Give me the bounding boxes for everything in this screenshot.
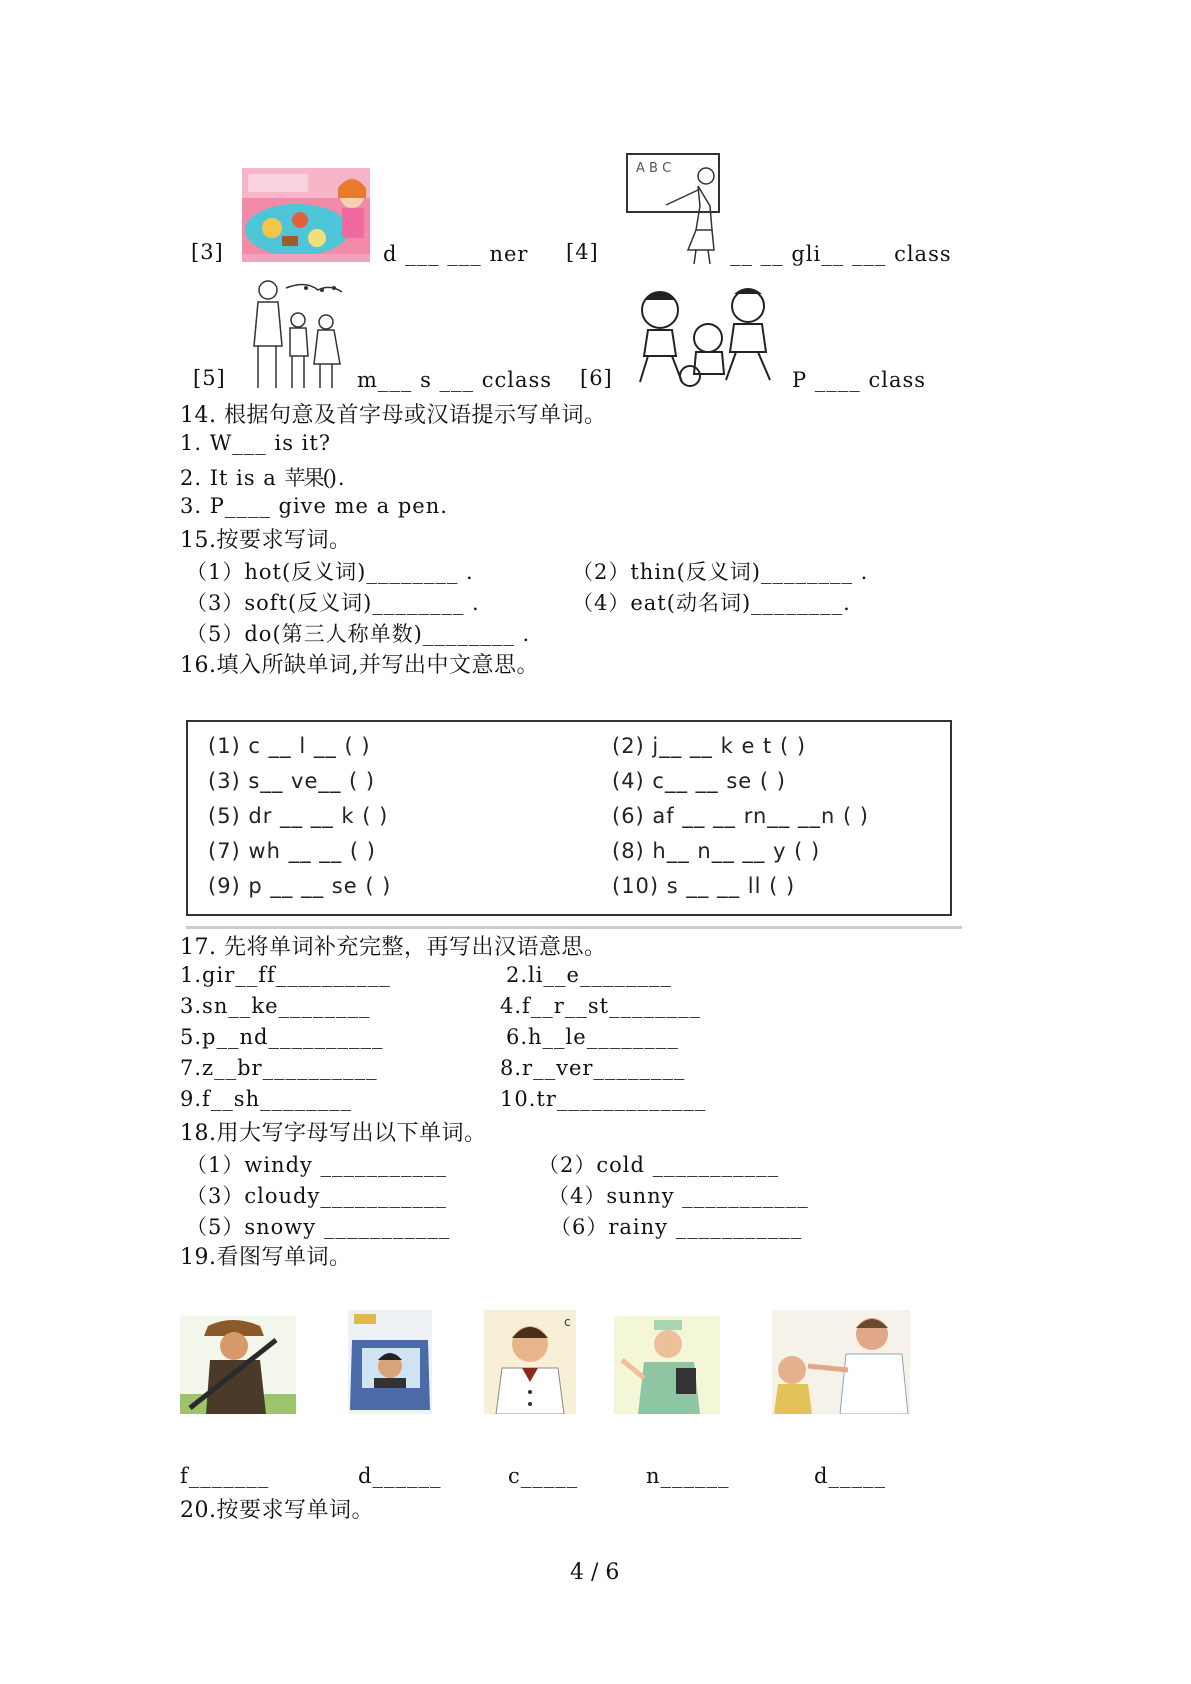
driver-picture xyxy=(348,1310,432,1414)
q17-item-3: 3.sn__ke________ xyxy=(180,994,371,1018)
q17-item-10: 10.tr_____________ xyxy=(500,1087,707,1111)
q17-item-8: 8.r__ver________ xyxy=(500,1056,686,1080)
q18-title: 18.用大写字母写出以下单词。 xyxy=(180,1121,487,1146)
nurse-picture xyxy=(614,1316,720,1414)
q17-item-9: 9.f__sh________ xyxy=(180,1087,353,1111)
q16-right-1: (2) j__ __ k e t ( ) xyxy=(612,734,807,758)
q17-item-7: 7.z__br__________ xyxy=(180,1056,378,1080)
q16-left-2: (3) s__ ve__ ( ) xyxy=(208,769,376,793)
q17-item-5: 5.p__nd__________ xyxy=(180,1025,384,1049)
q19-blank-cook: c_____ xyxy=(508,1464,579,1488)
q16-right-2: (4) c__ __ se ( ) xyxy=(612,769,786,793)
q14-item-2-end: ). xyxy=(328,466,346,490)
pic-word-music-part: m___ s ___ c xyxy=(357,368,495,392)
pic-word-music xyxy=(357,368,552,392)
q15-item-3: （3）soft(反义词)________ . xyxy=(186,591,480,615)
q19-blank-driver: d______ xyxy=(358,1464,442,1488)
q19-title: 19.看图写单词。 xyxy=(180,1245,352,1270)
q19-blank-doctor: d_____ xyxy=(814,1464,886,1488)
q19-blank-nurse: n______ xyxy=(646,1464,730,1488)
cook-picture xyxy=(484,1310,576,1414)
q19-blank-farmer: f_______ xyxy=(180,1464,270,1488)
pic-bracket-6: [6] xyxy=(580,366,613,390)
teacher-board-picture xyxy=(626,150,722,266)
pic-bracket-5: [5] xyxy=(193,366,226,390)
page-number: 4 / 6 xyxy=(570,1560,620,1585)
q15-item-1: （1）hot(反义词)________ . xyxy=(186,560,474,584)
q16-right-5: (10) s __ __ ll ( ) xyxy=(612,874,796,898)
pic-word-dinner: d ___ ___ ner xyxy=(383,242,529,266)
q16-left-4: (7) wh __ __ ( ) xyxy=(208,839,376,863)
q14-item-2 xyxy=(180,462,346,492)
q15-item-4: （4）eat(动名词)________. xyxy=(572,591,851,615)
q20-title: 20.按要求写单词。 xyxy=(180,1498,374,1523)
q16-left-1: (1) c __ l __ ( ) xyxy=(208,734,371,758)
q16-right-4: (8) h__ n__ __ y ( ) xyxy=(612,839,821,863)
q17-item-6: 6.h__le________ xyxy=(506,1025,679,1049)
q18-item-6: （6）rainy ___________ xyxy=(550,1215,803,1239)
dinner-picture xyxy=(242,168,370,262)
pic-bracket-4: [4] xyxy=(566,240,599,264)
music-class-picture xyxy=(246,276,346,392)
q18-item-3: （3）cloudy___________ xyxy=(186,1184,447,1208)
pe-class-picture xyxy=(630,286,778,390)
q15-title: 15.按要求写词。 xyxy=(180,528,352,553)
q14-title: 14. 根据句意及首字母或汉语提示写单词。 xyxy=(180,403,607,428)
q17-item-1: 1.gir__ff__________ xyxy=(180,963,391,987)
pic-word-music-class: class xyxy=(494,368,553,392)
q14-item-1: 1. W___ is it? xyxy=(180,431,332,455)
svg-text:A B C: A B C xyxy=(636,161,672,176)
doctor-picture xyxy=(772,1310,910,1414)
q15-item-2: （2）thin(反义词)________ . xyxy=(572,560,869,584)
q17-item-4: 4.f__r__st________ xyxy=(500,994,702,1018)
q17-item-2: 2.li__e________ xyxy=(506,963,672,987)
q17-title: 17. 先将单词补充完整，再写出汉语意思。 xyxy=(180,935,607,960)
q14-item-2-hint: 苹果( xyxy=(284,466,329,490)
pic-word-pe: P ____ class xyxy=(792,368,927,392)
q18-item-2: （2）cold ___________ xyxy=(538,1153,780,1177)
q16-title: 16.填入所缺单词,并写出中文意思。 xyxy=(180,653,539,678)
farmer-picture xyxy=(180,1316,296,1414)
q18-item-1: （1）windy ___________ xyxy=(186,1153,448,1177)
q18-item-4: （4）sunny ___________ xyxy=(548,1184,809,1208)
q16-box-underline xyxy=(186,926,962,929)
q16-right-3: (6) af __ __ rn__ __n ( ) xyxy=(612,804,870,828)
q18-item-5: （5）snowy ___________ xyxy=(186,1215,451,1239)
q15-item-5: （5）do(第三人称单数)________ . xyxy=(186,622,531,646)
pic-word-english: __ __ gli__ ___ class xyxy=(730,242,952,266)
q16-left-5: (9) p __ __ se ( ) xyxy=(208,874,392,898)
q16-left-3: (5) dr __ __ k ( ) xyxy=(208,804,389,828)
svg-text:c: c xyxy=(564,1315,571,1329)
pic-bracket-3: [3] xyxy=(191,240,224,264)
q14-item-3: 3. P____ give me a pen. xyxy=(180,494,448,518)
q14-item-2-text: 2. It is a xyxy=(180,466,285,490)
